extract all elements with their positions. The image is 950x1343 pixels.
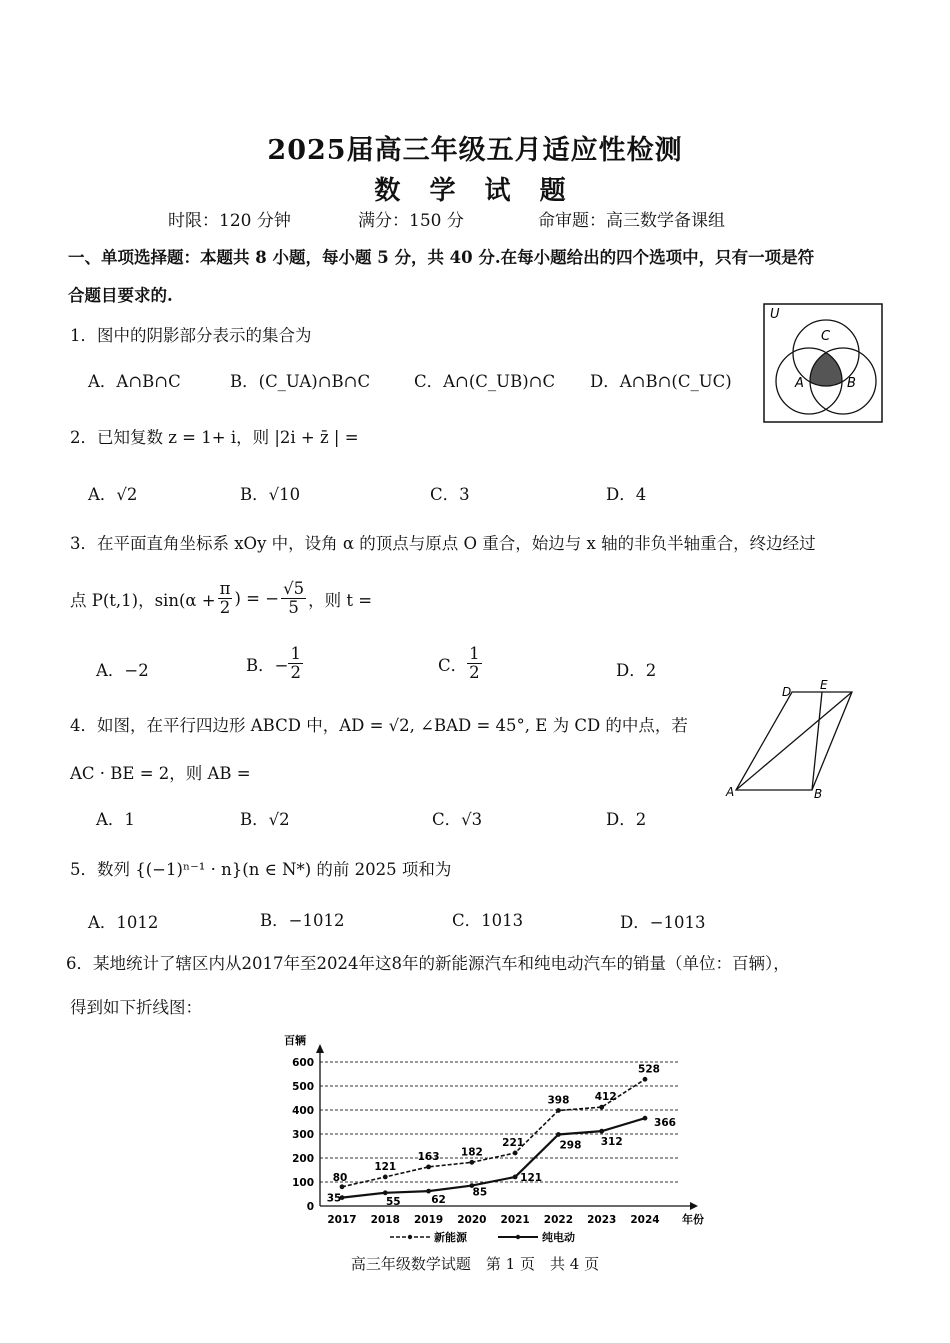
q3-option-c xyxy=(438,645,482,682)
q3-option-c-den: 2 xyxy=(469,663,480,683)
chart-x-axis-label: 年份 xyxy=(682,1213,704,1226)
q3-option-c-frac xyxy=(467,645,482,682)
q4-stem-line1: 4．如图，在平行四边形 ABCD 中，AD = √2, ∠BAD = 45°, E 为 CD 的中点，若 xyxy=(70,716,688,735)
q4-option-b: B．√2 xyxy=(240,810,290,829)
exam-title: 2025届高三年级五月适应性检测 xyxy=(267,135,683,166)
chart-point-series1 xyxy=(513,1151,518,1156)
legend-label-series-1: 新能源 xyxy=(434,1231,467,1244)
chart-data-label: 55 xyxy=(385,1195,401,1208)
chart-legend xyxy=(390,1230,575,1244)
q2-option-b: B．√10 xyxy=(240,485,301,504)
q6-stem-line1: 6．某地统计了辖区内从2017年至2024年这8年的新能源汽车和纯电动汽车的销量（单位：百辆）， xyxy=(66,954,790,973)
venn-label-b: B xyxy=(847,376,856,391)
chart-x-tick-label: 2024 xyxy=(630,1214,660,1226)
q2-option-d: D．4 xyxy=(606,485,647,504)
q1-option-c: C．A∩(C_UB)∩C xyxy=(414,372,556,391)
chart-y-tick-label: 100 xyxy=(292,1177,314,1189)
q2-option-c: C．3 xyxy=(430,485,470,504)
chart-y-tick-label: 500 xyxy=(292,1081,314,1093)
page-footer: 高三年级数学试题 第 1 页 共 4 页 xyxy=(350,1255,600,1273)
q6-stem-line2: 得到如下折线图： xyxy=(70,998,202,1017)
chart-point-series1 xyxy=(469,1160,474,1165)
sales-line-chart xyxy=(270,1026,720,1252)
q3-frac-num: π xyxy=(219,579,231,598)
chart-y-axis-label: 百辆 xyxy=(284,1034,306,1047)
chart-point-series1 xyxy=(383,1175,388,1180)
q1-option-a: A．A∩B∩C xyxy=(88,372,181,391)
venn-label-u: U xyxy=(770,307,780,322)
chart-x-tick-label: 2018 xyxy=(370,1214,400,1226)
chart-y-tick-label: 0 xyxy=(306,1201,314,1213)
q5-option-a: A．1012 xyxy=(88,913,159,932)
chart-y-axis-arrow xyxy=(316,1044,324,1053)
chart-point-series1 xyxy=(643,1077,648,1082)
chart-data-label: 62 xyxy=(431,1194,446,1207)
segment-be xyxy=(812,692,822,790)
q3-stem-part-a: 点 P(t,1)，sin(α + xyxy=(70,590,216,610)
chart-data-label: 121 xyxy=(374,1160,397,1173)
q3-option-b-label: B．− xyxy=(246,655,289,675)
q5-option-d: D．−1013 xyxy=(620,913,706,932)
chart-point-series2 xyxy=(383,1190,388,1195)
q3-option-a: A．−2 xyxy=(96,661,149,680)
q3-option-b-num: 1 xyxy=(290,644,301,663)
chart-point-series1 xyxy=(556,1108,561,1113)
chart-y-tick-label: 300 xyxy=(292,1129,314,1141)
chart-data-label: 35 xyxy=(326,1192,342,1205)
q1-option-d: D．A∩B∩(C_UC) xyxy=(590,372,732,391)
chart-data-label: 312 xyxy=(600,1136,623,1149)
chart-data-label: 528 xyxy=(638,1063,660,1076)
q1-option-b: B．(C_UA)∩B∩C xyxy=(230,372,371,391)
chart-x-tick-label: 2021 xyxy=(500,1214,530,1226)
legend-marker-series-1 xyxy=(408,1235,412,1239)
pg-label-b: B xyxy=(814,787,823,801)
chart-point-series1 xyxy=(599,1105,604,1110)
q4-option-c: C．√3 xyxy=(432,810,483,829)
chart-data-label: 412 xyxy=(594,1091,617,1104)
venn-label-a: A xyxy=(795,376,804,391)
chart-data-label: 163 xyxy=(417,1150,440,1163)
chart-data-label: 366 xyxy=(654,1117,676,1130)
q3-option-c-label: C． xyxy=(438,655,468,675)
exam-subtitle: 数 学 试 题 xyxy=(374,176,576,206)
q3-option-b-den: 2 xyxy=(290,663,301,683)
chart-point-series1 xyxy=(340,1184,345,1189)
q3-stem-part-c: ，则 t = xyxy=(308,590,373,610)
q3-frac2-den: 5 xyxy=(288,598,299,618)
venn-diagram xyxy=(763,303,883,423)
section-heading-line2: 合题目要求的. xyxy=(68,286,173,305)
q3-option-b xyxy=(246,645,303,682)
chart-x-tick-label: 2022 xyxy=(543,1214,574,1226)
q4-stem-line2: AC · BE = 2，则 AB = xyxy=(70,764,251,783)
q5-stem: 5．数列 {(−1)ⁿ⁻¹ · n}(n ∈ N*) 的前 2025 项和为 xyxy=(70,860,452,879)
chart-x-tick-label: 2019 xyxy=(413,1214,444,1226)
q3-stem-part-b: ) = − xyxy=(234,589,280,609)
legend-marker-series-2 xyxy=(516,1235,520,1239)
q4-option-d: D．2 xyxy=(606,810,647,829)
q3-stem-line2 xyxy=(70,580,372,617)
chart-point-series1 xyxy=(426,1164,431,1169)
chart-y-tick-label: 600 xyxy=(292,1057,314,1069)
chart-point-series2 xyxy=(513,1175,518,1180)
venn-label-c: C xyxy=(821,329,831,344)
q2-stem: 2．已知复数 z = 1+ i，则 |2i + z̄ | = xyxy=(70,428,359,447)
pg-label-e: E xyxy=(820,678,828,692)
chart-point-series2 xyxy=(426,1189,431,1194)
setter: 命审题：高三数学备课组 xyxy=(538,211,725,231)
pg-label-a: A xyxy=(726,785,735,799)
chart-x-tick-label: 2020 xyxy=(457,1214,487,1226)
parallelogram-figure xyxy=(722,678,872,804)
chart-y-tick-label: 200 xyxy=(292,1153,314,1165)
q3-option-b-frac xyxy=(288,645,303,682)
chart-x-tick-label: 2023 xyxy=(587,1214,617,1226)
time-limit: 时限：120 分钟 xyxy=(168,211,291,231)
section-heading-line1: 一、单项选择题：本题共 8 小题，每小题 5 分，共 40 分.在每小题给出的四个选项中，只有一项是符 xyxy=(68,248,815,267)
chart-point-series2 xyxy=(599,1129,604,1134)
chart-x-tick-label: 2017 xyxy=(327,1214,357,1226)
chart-point-series2 xyxy=(556,1132,561,1137)
chart-data-label: 398 xyxy=(547,1094,570,1107)
q2-option-a: A．√2 xyxy=(88,485,138,504)
q3-frac2-num: √5 xyxy=(283,579,305,598)
diagonal-ac xyxy=(736,692,852,790)
q3-frac-sqrt5-over-5 xyxy=(281,580,306,617)
q5-option-b: B．−1012 xyxy=(260,911,345,930)
q3-option-d: D．2 xyxy=(616,661,657,680)
chart-x-axis-arrow xyxy=(690,1202,698,1210)
q3-option-c-num: 1 xyxy=(469,644,480,663)
q3-stem-line1: 3．在平面直角坐标系 xOy 中，设角 α 的顶点与原点 O 重合，始边与 x 轴的非负半轴重合，终边经过 xyxy=(70,534,816,553)
full-score: 满分：150 分 xyxy=(358,211,464,231)
chart-y-tick-label: 400 xyxy=(292,1105,314,1117)
legend-label-series-2: 纯电动 xyxy=(542,1231,575,1244)
q1-stem: 1．图中的阴影部分表示的集合为 xyxy=(70,326,312,345)
chart-point-series2 xyxy=(643,1116,648,1121)
chart-data-label: 221 xyxy=(502,1136,525,1149)
chart-data-label: 80 xyxy=(332,1171,348,1184)
q3-frac-pi-over-2 xyxy=(218,580,233,617)
q3-frac-den: 2 xyxy=(219,598,231,618)
chart-data-label: 298 xyxy=(559,1139,582,1152)
pg-label-d: D xyxy=(782,685,792,699)
chart-data-label: 182 xyxy=(460,1146,483,1159)
q4-option-a: A．1 xyxy=(96,810,135,829)
chart-data-label: 85 xyxy=(472,1186,488,1199)
chart-data-label: 121 xyxy=(520,1171,543,1184)
q5-option-c: C．1013 xyxy=(452,911,524,930)
